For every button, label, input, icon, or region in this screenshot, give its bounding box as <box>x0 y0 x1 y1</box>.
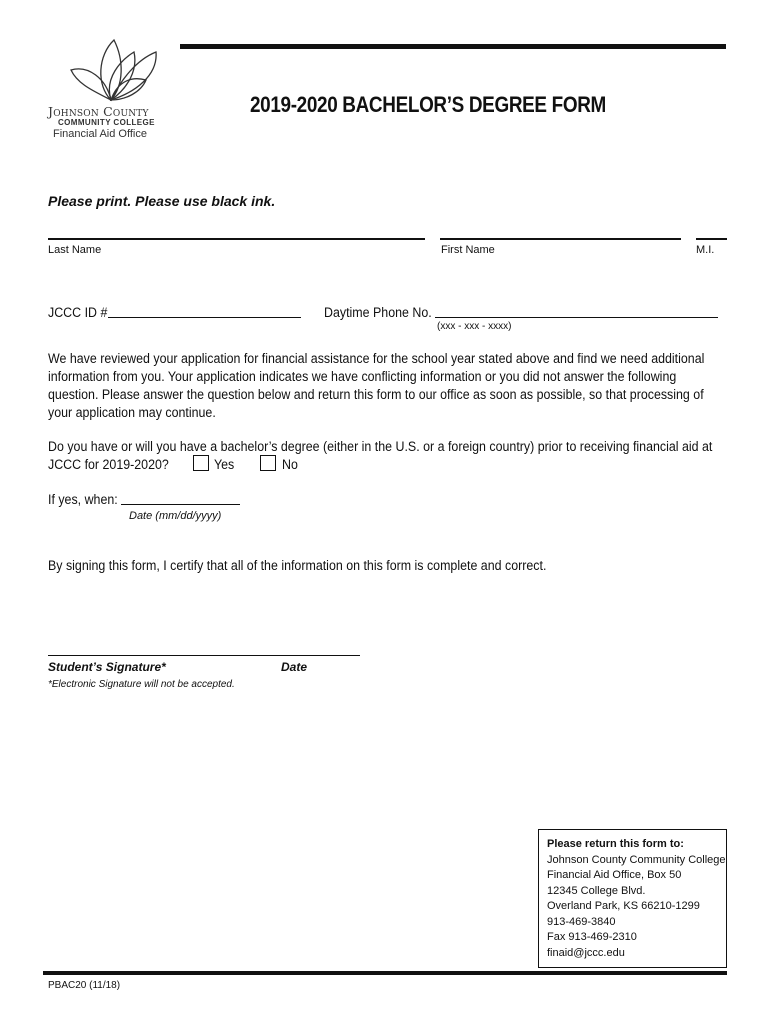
office-name: Financial Aid Office <box>53 128 147 140</box>
signature-date-label: Date <box>281 660 308 674</box>
paragraph-line: We have reviewed your application for financial assistance for the school year stated above and find we need additional <box>48 351 705 366</box>
paragraph-line: your application may continue. <box>48 405 216 420</box>
return-line: 913-469-3840 <box>547 915 616 928</box>
return-line: Overland Park, KS 66210-1299 <box>547 900 700 912</box>
return-heading: Please return this form to: <box>547 838 684 850</box>
return-line: Financial Aid Office, Box 50 <box>547 869 682 881</box>
flower-logo-icon <box>66 30 176 105</box>
return-address-box <box>538 829 727 968</box>
signature-label: Student’s Signature* <box>48 660 166 674</box>
info-paragraph <box>48 350 761 422</box>
yes-checkbox[interactable] <box>193 455 209 471</box>
date-line[interactable] <box>121 504 240 505</box>
last-name-label: Last Name <box>48 244 102 256</box>
paragraph-line: information from you. Your application indicates we have conflicting information or you did not answer the following <box>48 369 677 384</box>
college-name: Johnson County <box>48 104 149 119</box>
footer-rule <box>43 971 727 975</box>
form-title: 2019-2020 BACHELOR’S DEGREE FORM <box>250 92 606 117</box>
college-logo <box>48 30 178 145</box>
mi-label: M.I. <box>696 244 715 256</box>
phone-line[interactable] <box>435 317 718 318</box>
yes-label: Yes <box>214 457 235 472</box>
header-rule <box>180 44 726 49</box>
certification-text: By signing this form, I certify that all of the information on this form is complete and correct. <box>48 558 547 573</box>
phone-format-hint: (xxx - xxx - xxxx) <box>437 321 512 332</box>
paragraph-line: question. Please answer the question below and return this form to our office as soon as possible, so that processing of <box>48 387 704 402</box>
no-checkbox[interactable] <box>260 455 276 471</box>
if-yes-label: If yes, when: <box>48 492 118 507</box>
date-format-hint: Date (mm/dd/yyyy) <box>129 510 222 522</box>
form-code: PBAC20 (11/18) <box>48 980 121 991</box>
signature-line[interactable] <box>48 655 360 656</box>
degree-question-cont: JCCC for 2019-2020? <box>48 457 169 472</box>
print-instructions: Please print. Please use black ink. <box>48 193 276 209</box>
degree-question: Do you have or will you have a bachelor’s degree (either in the U.S. or a foreign country) prior to receiving financial aid at <box>48 439 713 454</box>
return-line: Johnson County Community College <box>547 853 726 866</box>
return-line: 12345 College Blvd. <box>547 884 646 897</box>
no-label: No <box>282 457 298 472</box>
last-name-line[interactable] <box>48 238 425 240</box>
return-line: Fax 913-469-2310 <box>547 931 637 943</box>
return-email: finaid@jccc.edu <box>547 946 625 959</box>
phone-label: Daytime Phone No. <box>324 305 432 320</box>
first-name-line[interactable] <box>440 238 681 240</box>
mi-line[interactable] <box>696 238 727 240</box>
jccc-id-line[interactable] <box>108 317 301 318</box>
signature-note: *Electronic Signature will not be accepted. <box>48 679 235 690</box>
college-subname: COMMUNITY COLLEGE <box>58 118 155 127</box>
first-name-label: First Name <box>441 244 495 256</box>
jccc-id-label: JCCC ID # <box>48 305 108 320</box>
